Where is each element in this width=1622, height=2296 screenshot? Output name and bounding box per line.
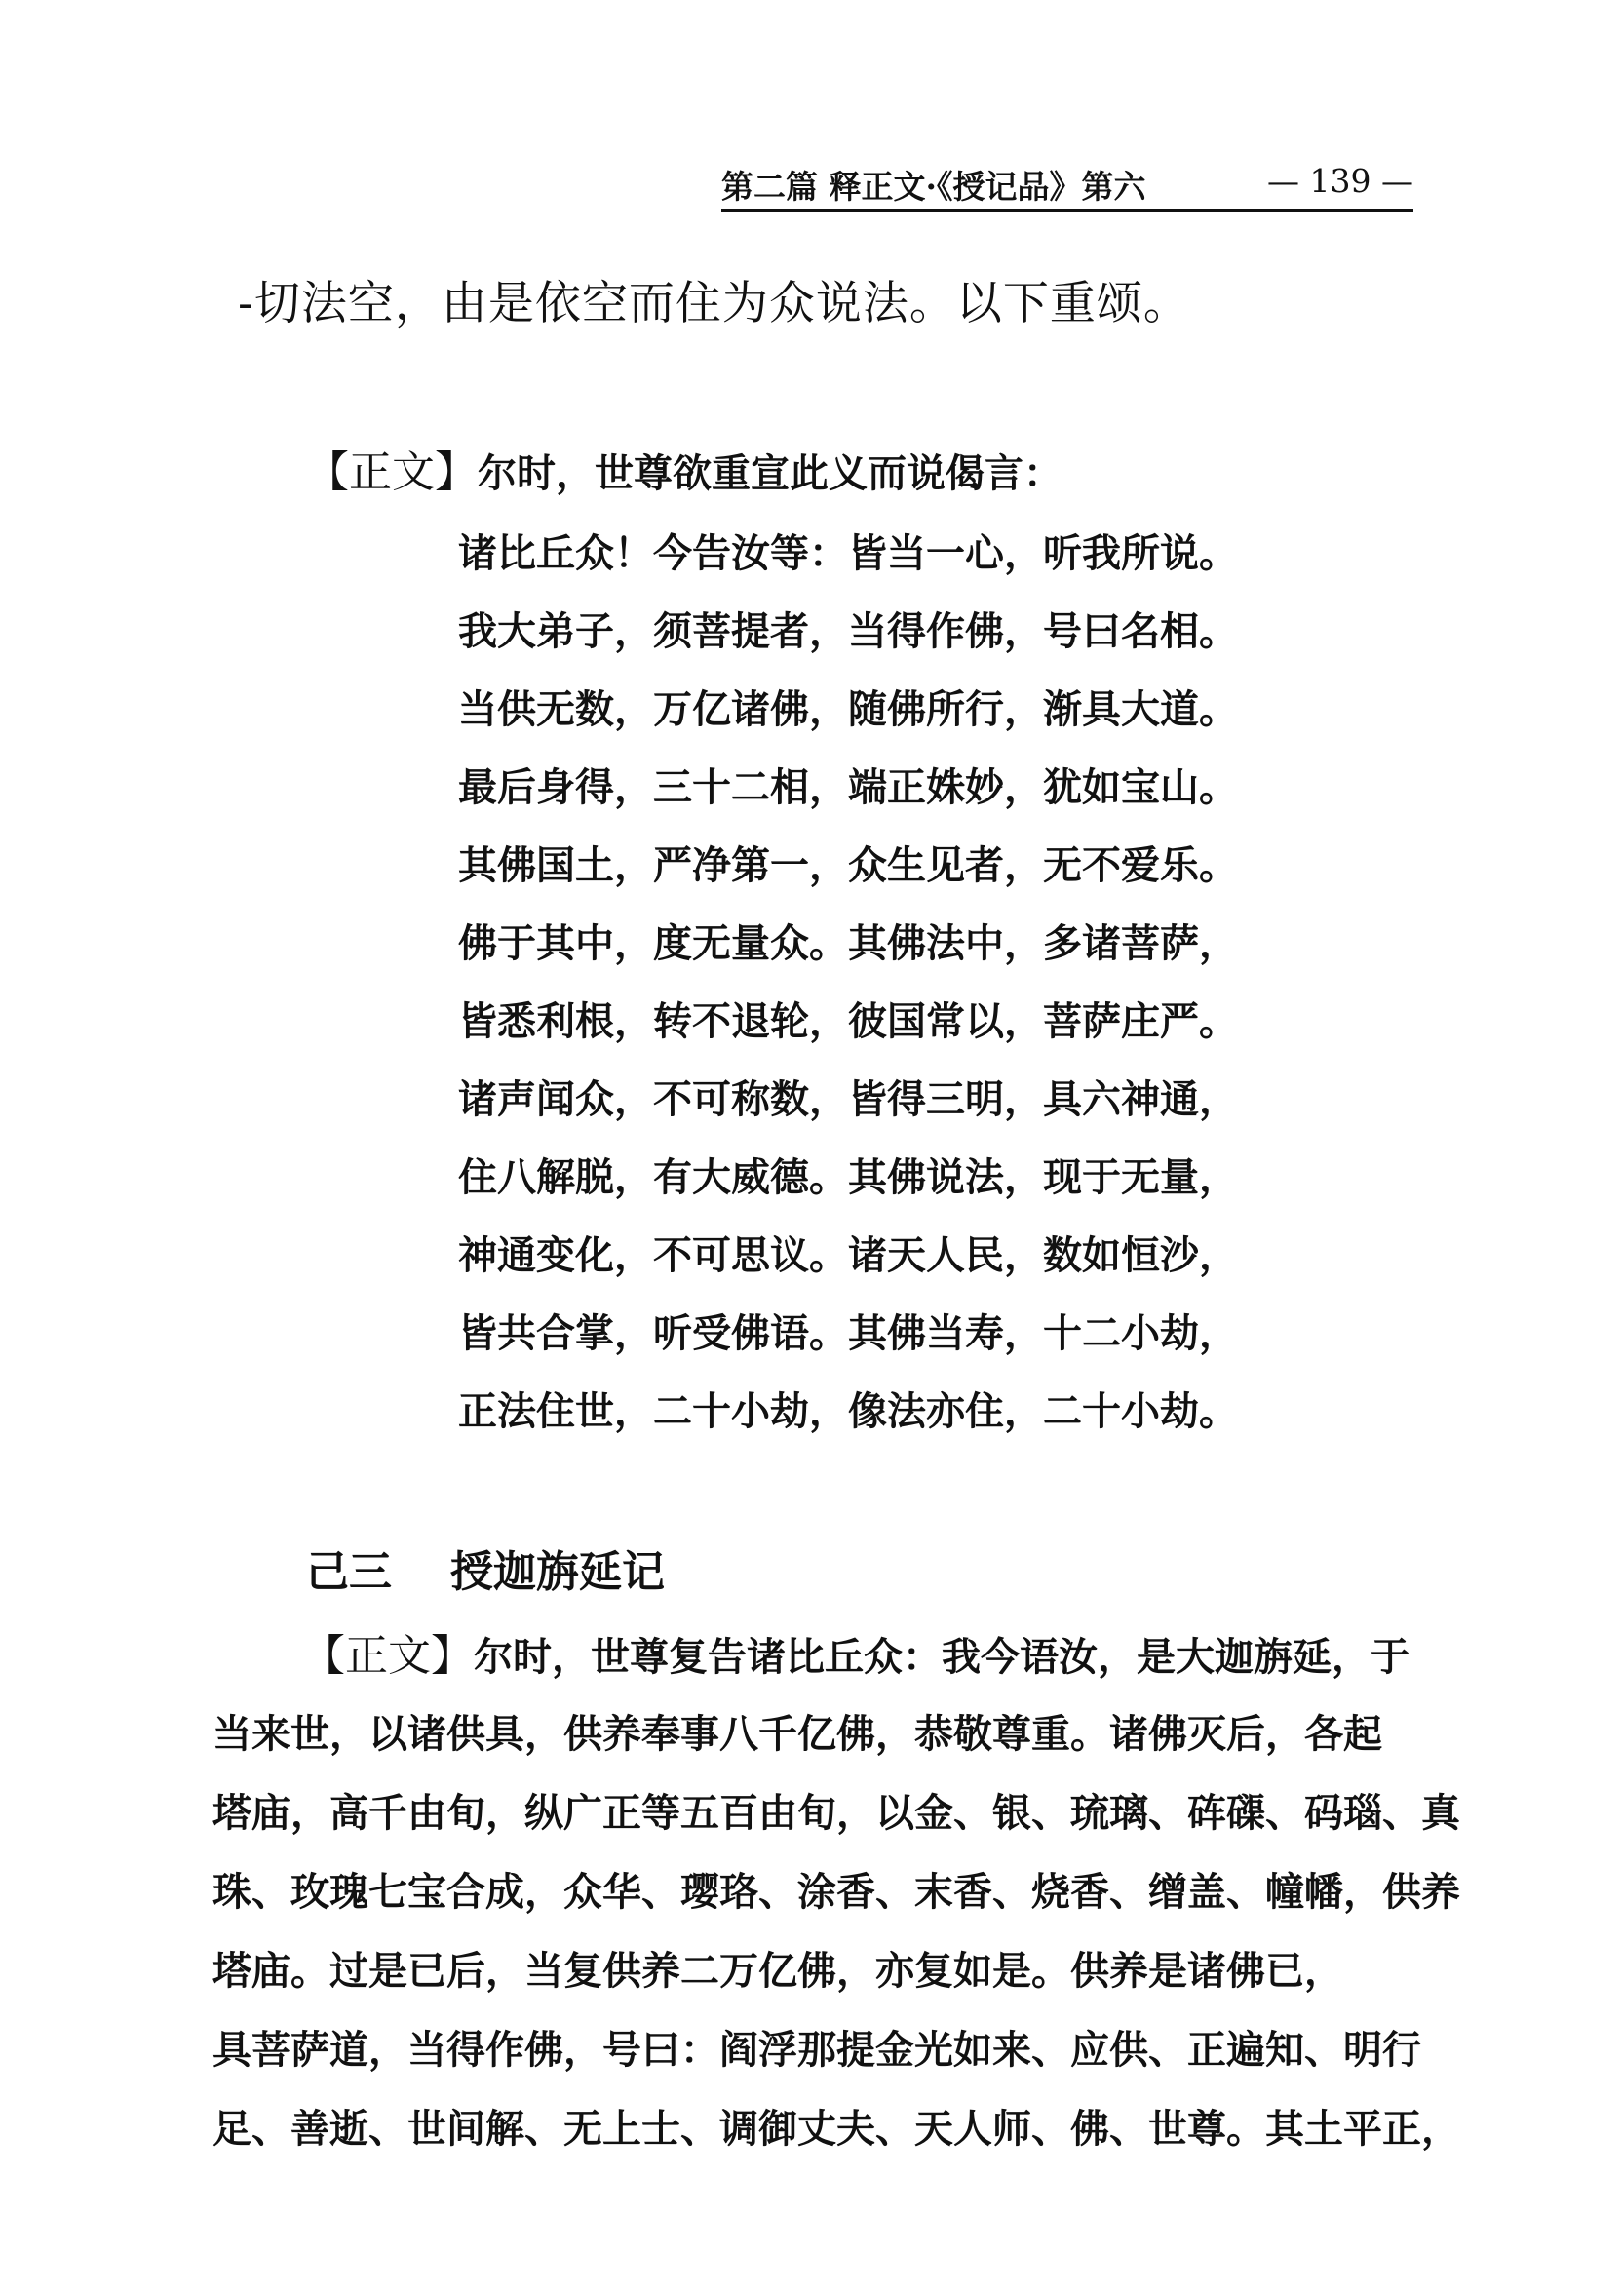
prose-line: 当来世，以诸供具，供养奉事八千亿佛，恭敬尊重。诸佛灭后，各起	[212, 1712, 1382, 1757]
verse-line: 诸声闻众，不可称数，皆得三明，具六神通，	[458, 1077, 1238, 1122]
prose-first-line	[212, 1616, 1416, 1695]
prose-line: 塔庙，高千由旬，纵广正等五百由旬，以金、银、琉璃、砗磲、码瑙、真	[212, 1791, 1460, 1836]
continuation-line: -切法空，由是依空而住为众说法。以下重颂。	[238, 277, 1190, 331]
page-number: — 139 —	[1267, 162, 1413, 200]
verse-line: 皆共合掌，听受佛语。其佛当寿，十二小劫，	[458, 1311, 1238, 1356]
prose-block	[212, 1616, 1460, 2169]
verse-line: 佛于其中，度无量众。其佛法中，多诸菩萨，	[458, 921, 1238, 966]
verse-line: 住八解脱，有大威德。其佛说法，现于无量，	[458, 1155, 1238, 1200]
prose-line: 具菩萨道，当得作佛，号曰：阎浮那提金光如来、应供、正遍知、明行	[212, 2028, 1421, 2073]
verse-line: 神通变化，不可思议。诸天人民，数如恒沙，	[458, 1233, 1238, 1278]
verse-line: 当供无数，万亿诸佛，随佛所行，渐具大道。	[458, 687, 1238, 732]
header-title: 第二篇 释正文·《授记品》第六	[721, 168, 1146, 206]
verse-line: 我大弟子，须菩提者，当得作佛，号曰名相。	[458, 609, 1238, 654]
verse-line: 皆悉利根，转不退轮，彼国常以，菩萨庄严。	[458, 999, 1238, 1044]
verse-line: 正法住世，二十小劫，像法亦住，二十小劫。	[458, 1389, 1238, 1434]
prose-line: 塔庙。过是已后，当复供养二万亿佛，亦复如是。供养是诸佛已，	[212, 1949, 1343, 1994]
zhengwen-label: 【正文】	[306, 448, 478, 497]
gatha-intro-text: 尔时，世尊欲重宣此义而说偈言：	[478, 451, 1062, 496]
verse-line: 最后身得，三十二相，端正姝妙，犹如宝山。	[458, 765, 1238, 810]
prose-line: 珠、玫瑰七宝合成，众华、璎珞、涂香、末香、烧香、缯盖、幢幡，供养	[212, 1870, 1460, 1915]
prose-first-text: 尔时，世尊复告诸比丘众：我今语汝，是大迦旃延，于	[474, 1635, 1410, 1680]
gatha-intro	[306, 437, 1062, 499]
verse-block	[458, 515, 1238, 1451]
section-number: 己三	[306, 1547, 392, 1597]
verse-line: 诸比丘众！今告汝等：皆当一心，听我所说。	[458, 531, 1238, 576]
zhengwen-label: 【正文】	[302, 1631, 474, 1681]
prose-line: 足、善逝、世间解、无上士、调御丈夫、天人师、佛、世尊。其土平正，	[212, 2107, 1460, 2152]
section-heading	[306, 1537, 665, 1599]
section-title: 授迦旃延记	[450, 1547, 665, 1597]
verse-line: 其佛国土，严净第一，众生见者，无不爱乐。	[458, 843, 1238, 888]
running-header	[721, 156, 1413, 212]
